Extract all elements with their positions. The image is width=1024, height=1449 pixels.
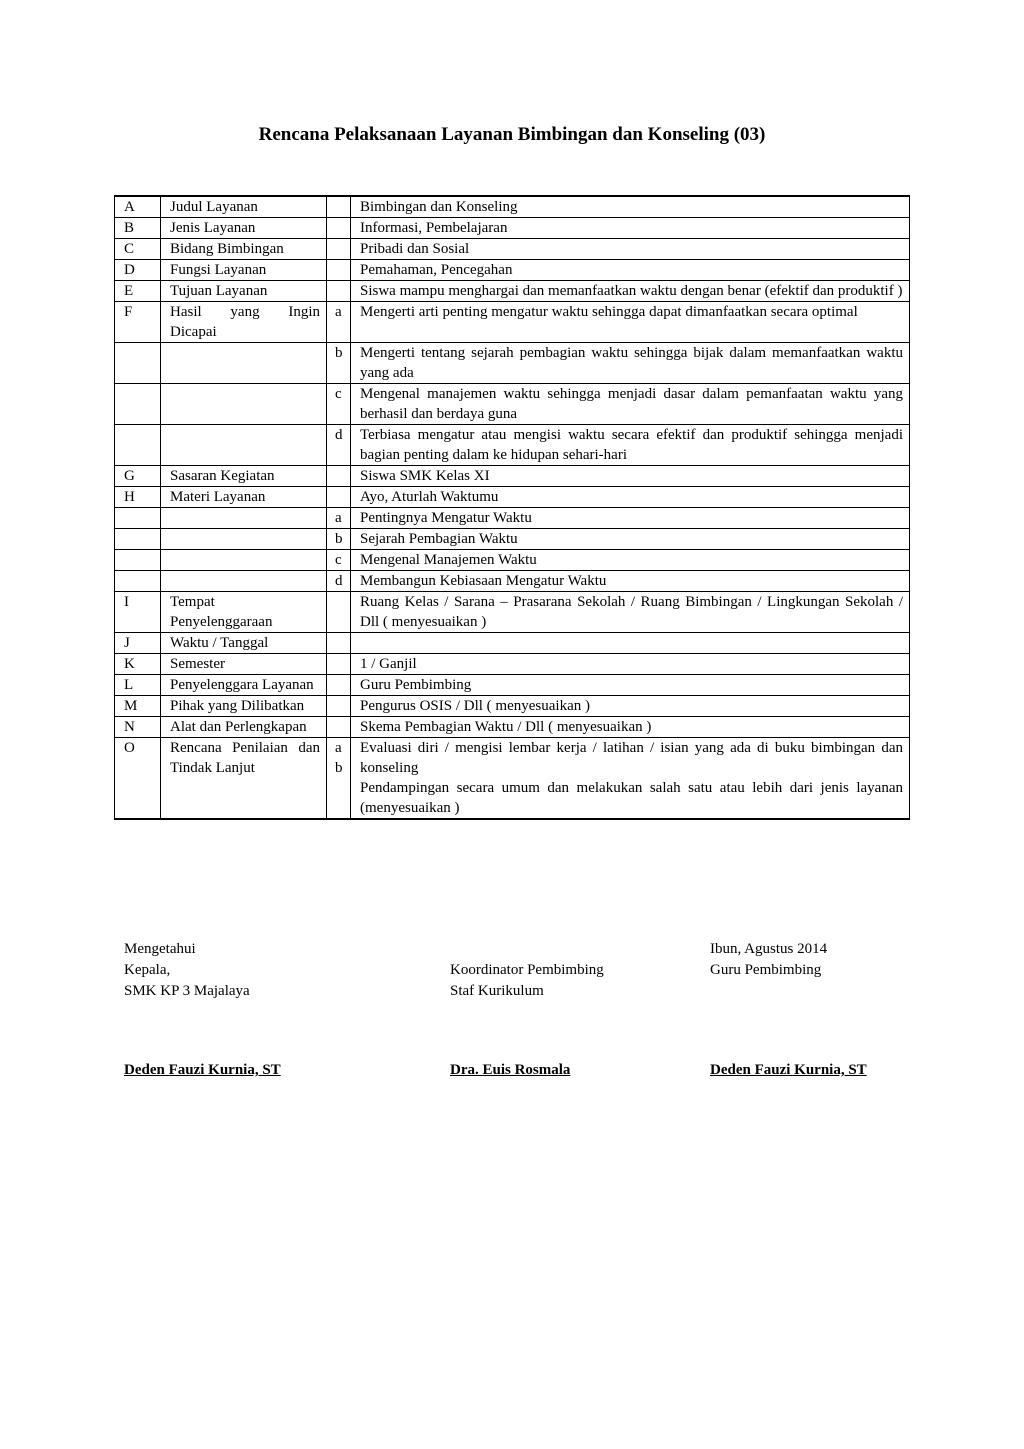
- row-label: [161, 343, 327, 384]
- row-label: Semester: [161, 654, 327, 675]
- row-sub-letter: a: [327, 508, 351, 529]
- row-label: Alat dan Perlengkapan: [161, 717, 327, 738]
- row-sub-letter: [327, 239, 351, 260]
- signature-right-line2: Guru Pembimbing: [710, 962, 822, 978]
- table-row: [115, 487, 910, 508]
- row-code: O: [115, 738, 161, 820]
- row-sub-letter-a: a: [335, 740, 342, 756]
- row-label: Penyelenggara Layanan: [161, 675, 327, 696]
- row-label: Fungsi Layanan: [161, 260, 327, 281]
- row-sub-letters: [327, 738, 351, 820]
- row-sub-letter: [327, 717, 351, 738]
- row-sub-letter: d: [327, 425, 351, 466]
- row-value: Ruang Kelas / Sarana – Prasarana Sekolah / Ruang Bimbingan / Lingkungan Sekolah / Dll ( menyesuaikan ): [351, 592, 910, 633]
- row-label: Pihak yang Dilibatkan: [161, 696, 327, 717]
- row-value: Pentingnya Mengatur Waktu: [351, 508, 910, 529]
- row-sub-letter: [327, 675, 351, 696]
- table-row: [115, 343, 910, 384]
- signature-right-line1: Ibun, Agustus 2014: [710, 941, 828, 957]
- row-label: Jenis Layanan: [161, 218, 327, 239]
- row-label: Tujuan Layanan: [161, 281, 327, 302]
- service-plan-table: [114, 195, 910, 820]
- row-label: [161, 571, 327, 592]
- row-sub-letter: [327, 466, 351, 487]
- row-sub-letter: [327, 696, 351, 717]
- table-row: [115, 717, 910, 738]
- row-code: L: [115, 675, 161, 696]
- signature-left-line3: SMK KP 3 Majalaya: [124, 983, 250, 999]
- row-code: B: [115, 218, 161, 239]
- row-value: Skema Pembagian Waktu / Dll ( menyesuaikan ): [351, 717, 910, 738]
- row-label: [161, 508, 327, 529]
- signature-middle-line3: Staf Kurikulum: [450, 983, 544, 999]
- row-value: Membangun Kebiasaan Mengatur Waktu: [351, 571, 910, 592]
- row-code: [115, 571, 161, 592]
- table-row-o: [115, 738, 910, 820]
- row-sub-letter: d: [327, 571, 351, 592]
- row-sub-letter: [327, 487, 351, 508]
- table-row: [115, 196, 910, 218]
- row-code: M: [115, 696, 161, 717]
- row-label: Rencana Penilaian dan Tindak Lanjut: [161, 738, 327, 820]
- row-code: D: [115, 260, 161, 281]
- table-row: [115, 654, 910, 675]
- signature-middle-spacer: [450, 939, 700, 960]
- signature-middle-line2: Koordinator Pembimbing: [450, 962, 604, 978]
- signature-left-name: Deden Fauzi Kurnia, ST: [124, 1062, 281, 1078]
- row-label: Sasaran Kegiatan: [161, 466, 327, 487]
- row-value-b: Pendampingan secara umum dan melakukan salah satu atau lebih dari jenis layanan (menyesuaikan ): [360, 780, 903, 816]
- row-value: Terbiasa mengatur atau mengisi waktu secara efektif dan produktif sehingga menjadi bagian penting dalam ke hidupan sehari-hari: [351, 425, 910, 466]
- table-row: [115, 425, 910, 466]
- row-code: K: [115, 654, 161, 675]
- table-row: [115, 529, 910, 550]
- row-sub-letter: [327, 592, 351, 633]
- row-value: Sejarah Pembagian Waktu: [351, 529, 910, 550]
- row-label: [161, 550, 327, 571]
- signature-block-right: [710, 939, 910, 1089]
- row-label: Waktu / Tanggal: [161, 633, 327, 654]
- row-sub-letter: [327, 196, 351, 218]
- row-value: Ayo, Aturlah Waktumu: [351, 487, 910, 508]
- row-code: [115, 425, 161, 466]
- row-code: N: [115, 717, 161, 738]
- table-row: [115, 571, 910, 592]
- table-row: [115, 696, 910, 717]
- row-value: Guru Pembimbing: [351, 675, 910, 696]
- row-sub-letter: [327, 633, 351, 654]
- signature-block-left: [124, 939, 424, 1089]
- row-label: Judul Layanan: [161, 196, 327, 218]
- document-title: Rencana Pelaksanaan Layanan Bimbingan dan Konseling (03): [258, 124, 766, 145]
- row-value: Bimbingan dan Konseling: [351, 196, 910, 218]
- row-sub-letter-b: b: [335, 760, 343, 776]
- row-value: Siswa mampu menghargai dan memanfaatkan waktu dengan benar (efektif dan produktif ): [351, 281, 910, 302]
- row-label: [161, 384, 327, 425]
- row-sub-letter: a: [327, 302, 351, 343]
- row-code: H: [115, 487, 161, 508]
- row-label: [161, 529, 327, 550]
- table-row: [115, 384, 910, 425]
- table-row: [115, 675, 910, 696]
- row-value: Pemahaman, Pencegahan: [351, 260, 910, 281]
- row-sub-letter: [327, 260, 351, 281]
- row-value: 1 / Ganjil: [351, 654, 910, 675]
- signature-left-line1: Mengetahui: [124, 941, 196, 957]
- row-code: I: [115, 592, 161, 633]
- table-row: [115, 508, 910, 529]
- row-value-a: Evaluasi diri / mengisi lembar kerja / latihan / isian yang ada di buku bimbingan dan konseling: [360, 740, 903, 776]
- table-row: [115, 281, 910, 302]
- row-value: Mengerti tentang sejarah pembagian waktu sehingga bijak dalam memanfaatkan waktu yang ada: [351, 343, 910, 384]
- row-code: [115, 508, 161, 529]
- table-row: [115, 218, 910, 239]
- row-code: [115, 343, 161, 384]
- row-label: Bidang Bimbingan: [161, 239, 327, 260]
- row-sub-letter: b: [327, 529, 351, 550]
- row-code: J: [115, 633, 161, 654]
- row-sub-letter: [327, 218, 351, 239]
- row-code: C: [115, 239, 161, 260]
- row-value: Pengurus OSIS / Dll ( menyesuaikan ): [351, 696, 910, 717]
- row-label: Tempat Penyelenggaraan: [161, 592, 327, 633]
- table-row: [115, 633, 910, 654]
- table-row: [115, 466, 910, 487]
- row-code: [115, 384, 161, 425]
- row-value: [351, 633, 910, 654]
- row-code: F: [115, 302, 161, 343]
- plan-table-body: [115, 196, 910, 819]
- table-row: [115, 239, 910, 260]
- signature-right-name: Deden Fauzi Kurnia, ST: [710, 1062, 867, 1078]
- table-row: [115, 302, 910, 343]
- row-code: A: [115, 196, 161, 218]
- signature-left-line2: Kepala,: [124, 962, 171, 978]
- row-sub-letter: [327, 654, 351, 675]
- row-value: Mengenal manajemen waktu sehingga menjadi dasar dalam pemanfaatan waktu yang berhasil dan berdaya guna: [351, 384, 910, 425]
- row-sub-letter: [327, 281, 351, 302]
- row-value: Mengenal Manajemen Waktu: [351, 550, 910, 571]
- row-code: [115, 550, 161, 571]
- row-value: Siswa SMK Kelas XI: [351, 466, 910, 487]
- row-label: Hasil yang Ingin Dicapai: [161, 302, 327, 343]
- row-sub-letter: c: [327, 384, 351, 425]
- row-code: E: [115, 281, 161, 302]
- row-sub-letter: b: [327, 343, 351, 384]
- row-label: [161, 425, 327, 466]
- row-code: [115, 529, 161, 550]
- row-value: Mengerti arti penting mengatur waktu sehingga dapat dimanfaatkan secara optimal: [351, 302, 910, 343]
- row-code: G: [115, 466, 161, 487]
- table-row: [115, 260, 910, 281]
- row-value: Informasi, Pembelajaran: [351, 218, 910, 239]
- table-row: [115, 592, 910, 633]
- row-label: Materi Layanan: [161, 487, 327, 508]
- row-value: Pribadi dan Sosial: [351, 239, 910, 260]
- signature-block-middle: [450, 939, 700, 1089]
- table-row: [115, 550, 910, 571]
- row-values: [351, 738, 910, 820]
- row-sub-letter: c: [327, 550, 351, 571]
- signature-middle-name: Dra. Euis Rosmala: [450, 1062, 571, 1078]
